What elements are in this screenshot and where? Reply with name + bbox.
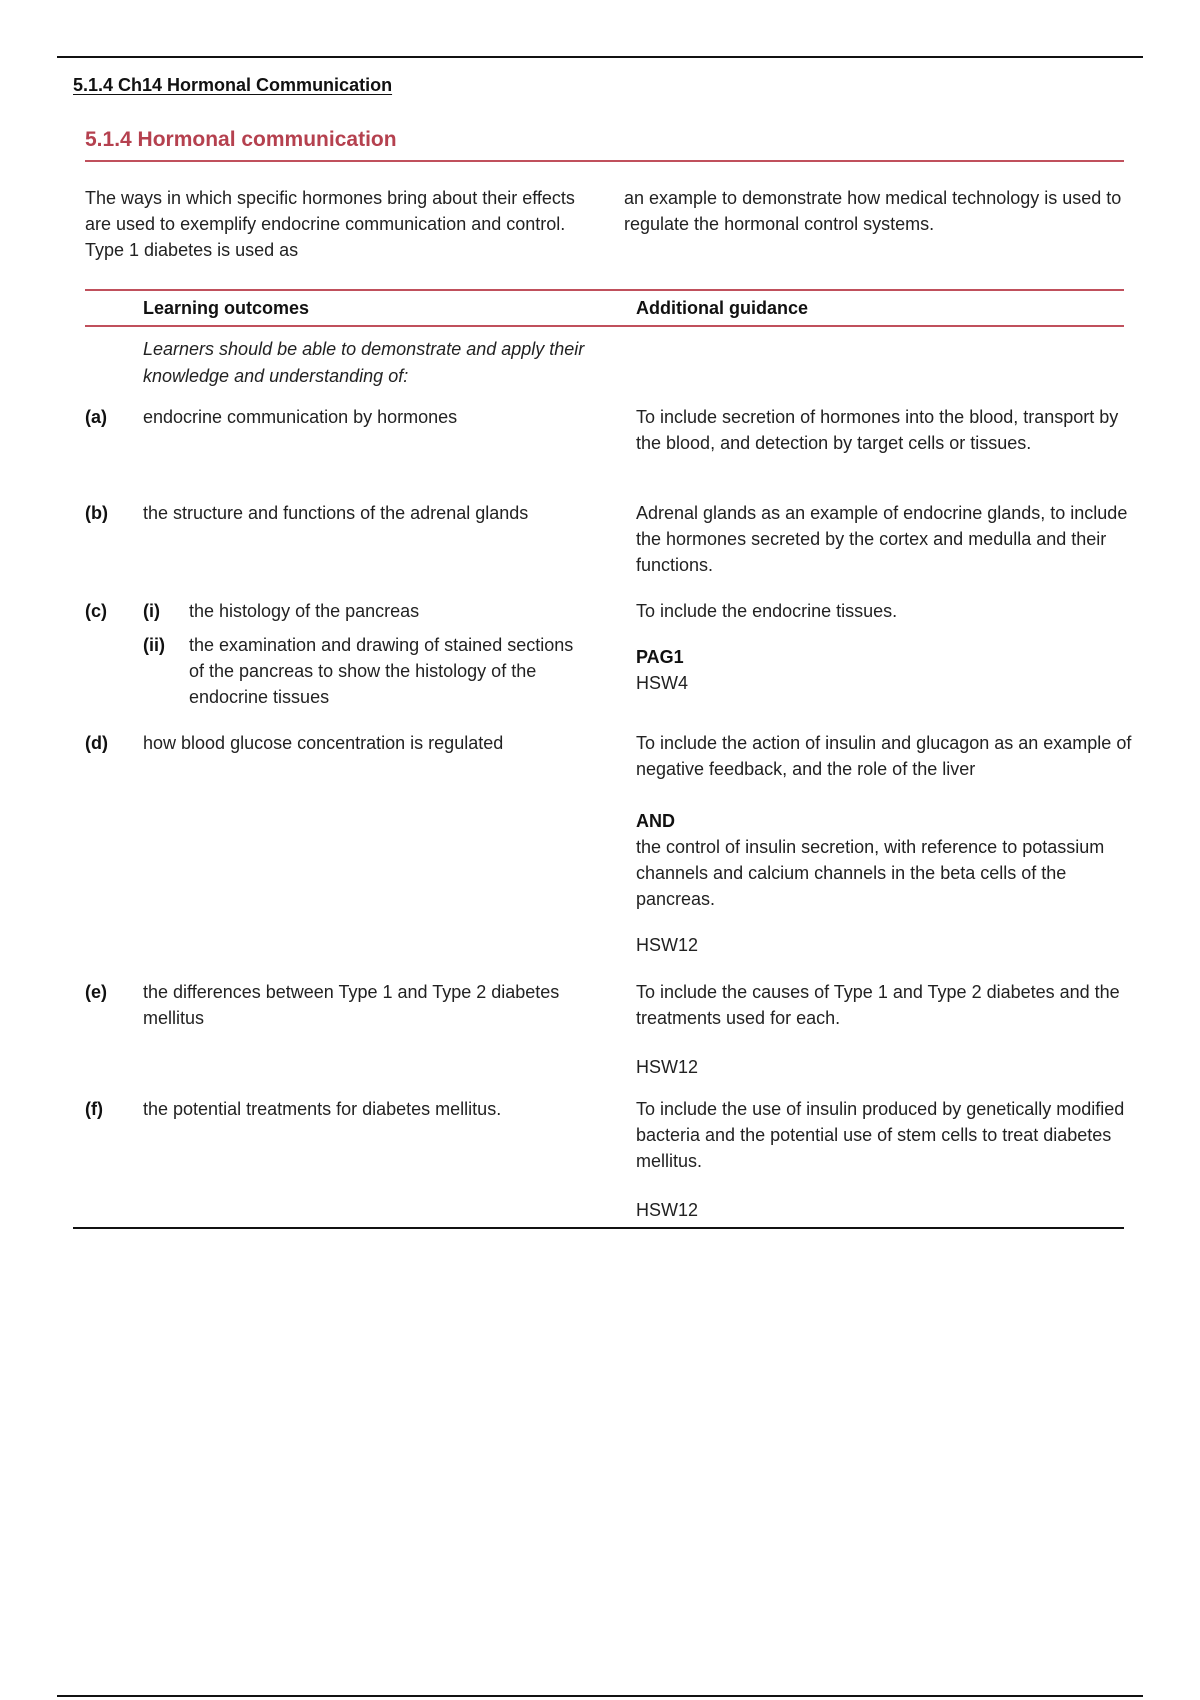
pag-reference: PAG1 (636, 647, 684, 667)
header-bottom-rule (85, 325, 1124, 327)
sub-label-i: (i) (143, 601, 160, 621)
outcome-text-ii: the examination and drawing of stained sections of the pancreas to show the histology of the endocrine tissues (189, 635, 574, 707)
learners-preamble: Learners should be able to demonstrate and apply their knowledge and understanding of: (143, 339, 585, 386)
guidance-text-i: To include the endocrine tissues. (636, 601, 898, 621)
hsw-reference: HSW12 (636, 1057, 699, 1077)
hsw-reference: HSW4 (636, 673, 689, 693)
guidance-text: To include secretion of hormones into the blood, transport by the blood, and detection by target cells or tissues. (636, 407, 1119, 453)
section-title: 5.1.4 Hormonal communication (85, 128, 397, 151)
guidance-text: To include the use of insulin produced by genetically modified bacteria and the potential use of stem cells to treat diabetes mellitus. (636, 1099, 1125, 1171)
row-label: (b) (85, 503, 108, 523)
row-label: (c) (85, 601, 107, 621)
outcome-text-i: the histology of the pancreas (189, 601, 420, 621)
and-connector: AND (636, 811, 675, 831)
section-rule (85, 160, 1124, 162)
table-bottom-rule (73, 1227, 1124, 1229)
column-header-outcomes: Learning outcomes (143, 298, 310, 318)
row-label: (a) (85, 407, 107, 427)
row-label: (d) (85, 733, 108, 753)
intro-right-column: an example to demonstrate how medical technology is used to regulate the hormonal control systems. (624, 188, 1122, 234)
intro-left-column: The ways in which specific hormones bring about their effects are used to exemplify endocrine communication and control. Type 1 diabetes is used as (85, 188, 575, 260)
guidance-text-2: the control of insulin secretion, with reference to potassium channels and calcium channels in the beta cells of the pancreas. (636, 837, 1105, 909)
outcome-text: endocrine communication by hormones (143, 407, 458, 427)
row-label: (f) (85, 1099, 103, 1119)
sub-label-ii: (ii) (143, 635, 165, 655)
top-rule (57, 56, 1143, 58)
document-title: 5.1.4 Ch14 Hormonal Communication (73, 75, 393, 95)
outcome-text: how blood glucose concentration is regulated (143, 733, 504, 753)
hsw-reference: HSW12 (636, 1200, 699, 1220)
table-top-rule (85, 289, 1124, 291)
page-bottom-rule (57, 1695, 1143, 1697)
row-label: (e) (85, 982, 107, 1002)
outcome-text: the structure and functions of the adrenal glands (143, 503, 529, 523)
guidance-text: Adrenal glands as an example of endocrine glands, to include the hormones secreted by the cortex and medulla and their functions. (636, 503, 1128, 575)
guidance-text: To include the causes of Type 1 and Type 2 diabetes and the treatments used for each. (636, 982, 1120, 1028)
column-header-guidance: Additional guidance (636, 298, 809, 318)
hsw-reference: HSW12 (636, 935, 699, 955)
outcome-text: the potential treatments for diabetes mellitus. (143, 1099, 502, 1119)
guidance-text: To include the action of insulin and glucagon as an example of negative feedback, and the role of the liver (636, 733, 1132, 779)
outcome-text: the differences between Type 1 and Type 2 diabetes mellitus (143, 982, 560, 1028)
